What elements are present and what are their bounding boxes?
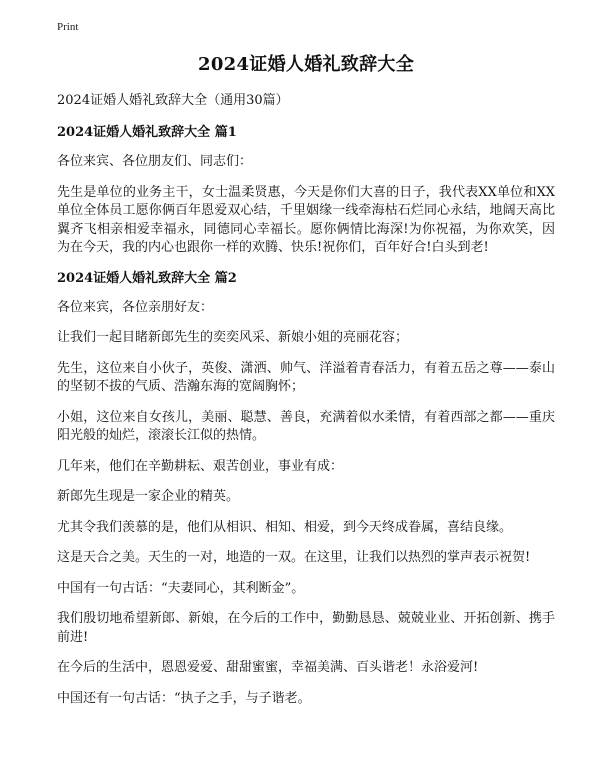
paragraph: 几年来，他们在辛勤耕耘、艰苦创业，事业有成： bbox=[57, 458, 344, 474]
paragraph: 小姐，这位来自女孩儿，美丽、聪慧、善良，充满着似水柔情，有着西部之都——重庆阳光般的灿烂，滚滚长江似的热情。 bbox=[57, 409, 555, 443]
paragraph: 中国有一句古话：“夫妻同心，其利断金”。 bbox=[57, 580, 305, 596]
paragraph: 中国还有一句古话：“执子之手，与子谐老。 bbox=[57, 690, 311, 706]
paragraph: 尤其令我们羡慕的是，他们从相识、相知、相爱，到今天终成眷属，喜结良缘。 bbox=[57, 519, 513, 535]
paragraph: 先生，这位来自小伙子，英俊、潇洒、帅气、洋溢着青春活力，有着五岳之尊——泰山的坚韧不拔的气质、浩瀚东海的宽阔胸怀； bbox=[57, 360, 555, 394]
paragraph: 这是天合之美。天生的一对，地造的一双。在这里，让我们以热烈的掌声表示祝贺! bbox=[57, 550, 531, 565]
paragraph: 各位来宾、各位朋友们、同志们： bbox=[57, 154, 253, 169]
print-label[interactable]: Print bbox=[57, 21, 79, 33]
paragraph: 新郎先生现是一家企业的精英。 bbox=[57, 489, 240, 504]
paragraph: 在今后的生活中，恩恩爱爱、甜甜蜜蜜，幸福美满、百头谐老！永浴爱河! bbox=[57, 660, 479, 675]
paragraph: 我们殷切地希望新郎、新娘，在今后的工作中，勤勤恳恳、兢兢业业、开拓创新、携手前进! bbox=[57, 611, 555, 645]
section-heading: 2024证婚人婚礼致辞大全 篇2 bbox=[57, 270, 237, 286]
section-heading: 2024证婚人婚礼致辞大全 篇1 bbox=[57, 125, 237, 140]
paragraph: 各位来宾，各位亲朋好友： bbox=[57, 299, 214, 315]
paragraph: 先生是单位的业务主干，女士温柔贤惠，今天是你们大喜的日子，我代表XX单位和XX单位全体员工愿你俩百年恩爱双心结，千里姻缘一线牵海枯石烂同心永结，地阔天高比翼齐飞相亲相爱幸福永，同德同心幸福长。愿你俩情比海深!为你祝福，为你欢笑，因为在今天，我的内心也跟你一样的欢腾、快乐!祝你们，百年好合!白头到老! bbox=[57, 184, 555, 255]
section-1 bbox=[57, 124, 555, 258]
paragraph: 让我们一起目睹新郎先生的奕奕风采、新娘小姐的亮丽花容； bbox=[57, 330, 409, 345]
document-subtitle: 2024证婚人婚礼致辞大全（通用30篇） bbox=[57, 93, 289, 108]
section-2 bbox=[57, 270, 555, 709]
page-title: 2024证婚人婚礼致辞大全 bbox=[198, 54, 414, 75]
document-page bbox=[57, 50, 555, 720]
